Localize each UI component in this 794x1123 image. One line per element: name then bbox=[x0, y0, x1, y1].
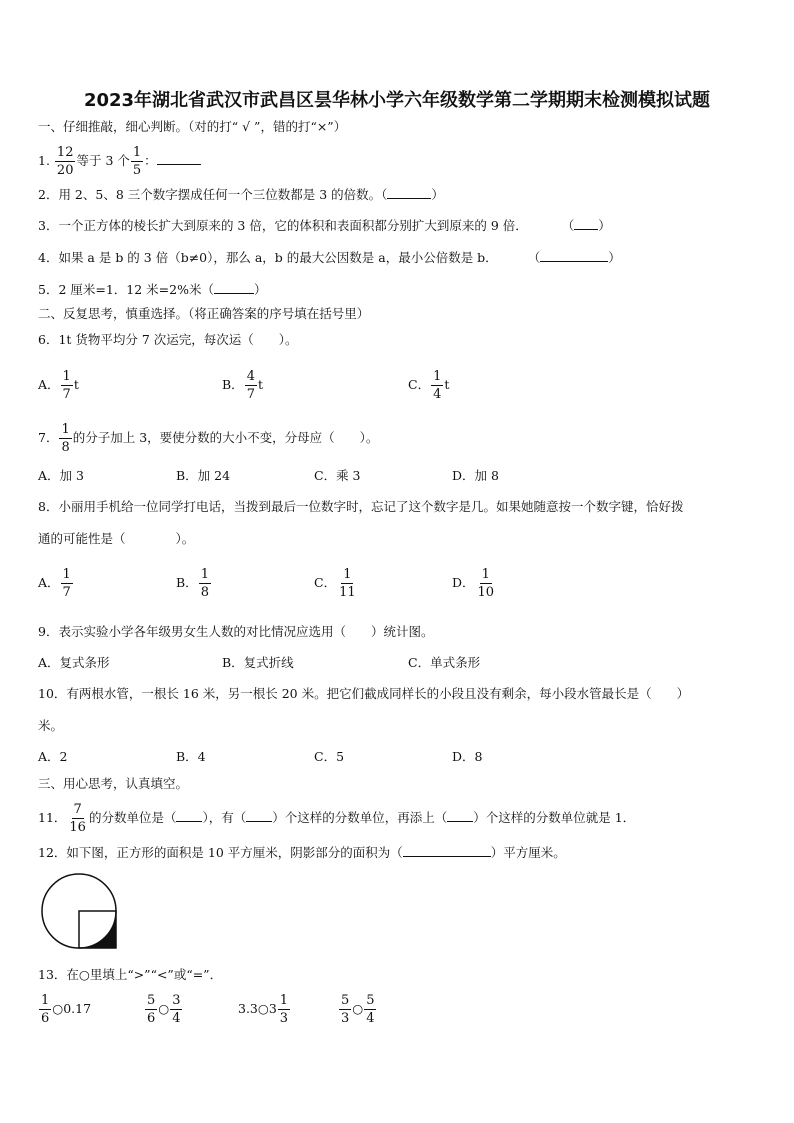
q2-answer-blank[interactable] bbox=[387, 186, 431, 199]
q8-option-a[interactable]: A． $\frac{1}{7}$ bbox=[38, 567, 71, 600]
q5-answer-blank[interactable] bbox=[214, 281, 254, 294]
q12-answer-blank[interactable] bbox=[403, 844, 491, 857]
q10-option-b[interactable]: B．4 bbox=[176, 749, 206, 764]
q7-option-a[interactable]: A．加 3 bbox=[38, 468, 84, 483]
q1-text: 等于 3 个 bbox=[76, 153, 130, 168]
q11-fraction: $\frac{7}{16}$ bbox=[69, 802, 86, 835]
question-10-line-2: 米。 bbox=[38, 718, 64, 733]
q12-figure bbox=[38, 870, 122, 954]
q10-option-d[interactable]: D．8 bbox=[452, 749, 483, 764]
q4-answer-blank[interactable] bbox=[540, 249, 608, 262]
q11-blank-1[interactable] bbox=[176, 809, 202, 822]
question-11: 11． $\frac{7}{16}$ 的分数单位是（ ），有（ ）个这样的分数单位，再添上（ ）个这样的分数单位就是 1． bbox=[38, 802, 636, 835]
q9-option-b[interactable]: B．复式折线 bbox=[222, 655, 294, 670]
section-2-heading: 二、反复思考，慎重选择。（将正确答案的序号填在括号里） bbox=[38, 306, 370, 321]
q6-option-c[interactable]: C． $\frac{1}{4}$ t bbox=[408, 369, 450, 402]
q8-option-b[interactable]: B． $\frac{1}{8}$ bbox=[176, 567, 209, 600]
q10-option-a[interactable]: A．2 bbox=[38, 749, 68, 764]
question-1: 1. $\frac{12}{20}$ 等于 3 个 $\frac{1}{5}$ ： bbox=[38, 146, 201, 177]
q3-answer-blank[interactable] bbox=[574, 217, 598, 230]
q11-blank-3[interactable] bbox=[447, 809, 473, 822]
q8-option-d[interactable]: D． $\frac{1}{10}$ bbox=[452, 567, 495, 600]
question-4: 4．如果 a 是 b 的 3 倍（b≠0），那么 a，b 的最大公因数是 a，最小公倍数是 b． （ ） bbox=[38, 250, 621, 265]
q1-fraction-1: $\frac{12}{20}$ bbox=[56, 145, 74, 178]
q7-fraction: $\frac{1}{8}$ bbox=[61, 422, 70, 455]
q6-option-a[interactable]: A． $\frac{1}{7}$ t bbox=[38, 369, 79, 402]
question-8-line-2: 通的可能性是（ ）。 bbox=[38, 531, 195, 546]
q9-option-c[interactable]: C．单式条形 bbox=[408, 655, 481, 670]
question-10-line-1: 10．有两根水管，一根长 16 米，另一根长 20 米。把它们截成同样长的小段且没有剩余，每小段水管最长是（ ） bbox=[38, 686, 690, 701]
q7-option-d[interactable]: D．加 8 bbox=[452, 468, 499, 483]
q1-number: 1. bbox=[38, 153, 50, 168]
q10-option-c[interactable]: C．5 bbox=[314, 749, 345, 764]
q7-option-c[interactable]: C．乘 3 bbox=[314, 468, 361, 483]
q1-answer-blank[interactable] bbox=[157, 152, 201, 165]
q11-blank-2[interactable] bbox=[246, 809, 272, 822]
q8-option-c[interactable]: C． $\frac{1}{11}$ bbox=[314, 567, 356, 600]
question-6: 6．1t 货物平均分 7 次运完，每次运（ ）。 bbox=[38, 332, 298, 347]
question-12: 12．如下图，正方形的面积是 10 平方厘米，阴影部分的面积为（ ）平方厘米。 bbox=[38, 845, 566, 860]
q9-option-a[interactable]: A．复式条形 bbox=[38, 655, 110, 670]
question-2: 2．用 2、5、8 三个数字摆成任何一个三位数都是 3 的倍数。（ ） bbox=[38, 187, 444, 202]
q13-item-2[interactable]: $\frac{5}{6}$ ○ $\frac{3}{4}$ bbox=[147, 993, 181, 1026]
question-7: 7． $\frac{1}{8}$ 的分子加上 3，要使分数的大小不变，分母应（ ）。 bbox=[38, 422, 379, 455]
question-3: 3．一个正方体的棱长扩大到原来的 3 倍，它的体积和表面积都分别扩大到原来的 9 倍． （ ） bbox=[38, 218, 611, 233]
q13-item-3[interactable]: 3.3○3 $\frac{1}{3}$ bbox=[238, 993, 289, 1026]
question-13: 13．在○里填上“>”“<”或“=”． bbox=[38, 967, 223, 982]
q6-option-b[interactable]: B． $\frac{4}{7}$ t bbox=[222, 369, 263, 402]
section-1-heading: 一、仔细推敲，细心判断。（对的打“ √ ”，错的打“×”） bbox=[38, 119, 347, 134]
question-5: 5．2 厘米=1．12 米=2%米（ ） bbox=[38, 282, 267, 297]
question-9: 9．表示实验小学各年级男女生人数的对比情况应选用（ ）统计图。 bbox=[38, 624, 434, 639]
page-title: 2023年湖北省武汉市武昌区昙华林小学六年级数学第二学期期末检测模拟试题 bbox=[83, 90, 711, 111]
question-8-line-1: 8．小丽用手机给一位同学打电话，当拨到最后一位数字时，忘记了这个数字是几。如果她随意按一个数字键，恰好拨 bbox=[38, 499, 684, 514]
q13-item-4[interactable]: $\frac{5}{3}$ ○ $\frac{5}{4}$ bbox=[341, 993, 375, 1026]
section-3-heading: 三、用心思考，认真填空。 bbox=[38, 776, 189, 791]
q13-item-1[interactable]: $\frac{1}{6}$ ○0.17 bbox=[41, 993, 92, 1026]
q1-fraction-2: $\frac{1}{5}$ bbox=[132, 145, 142, 178]
q7-option-b[interactable]: B．加 24 bbox=[176, 468, 231, 483]
